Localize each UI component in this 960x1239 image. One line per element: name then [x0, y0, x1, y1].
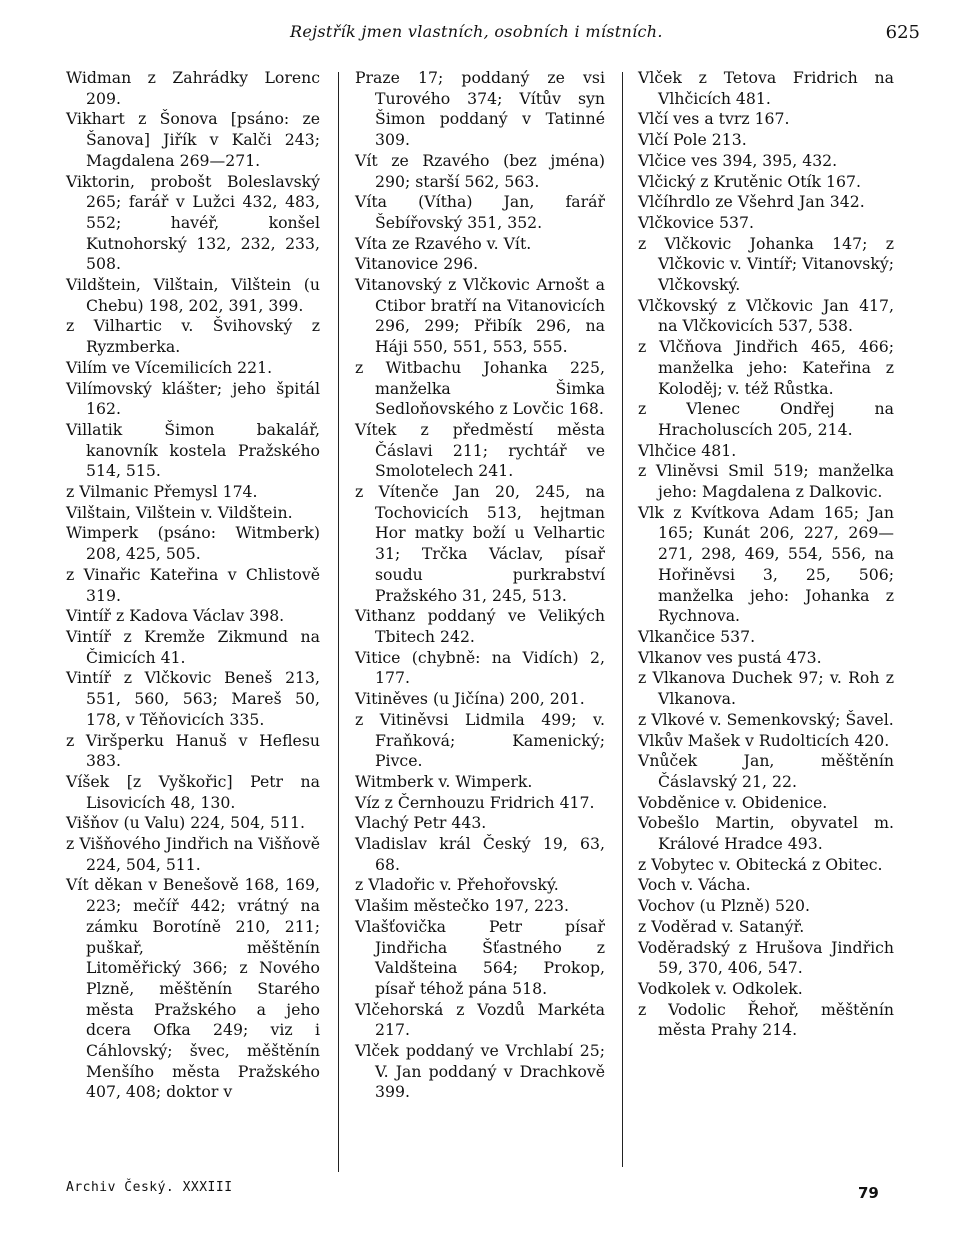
index-entry: Widman z Zahrádky Lorenc 209. [66, 68, 320, 108]
index-entry: Vitice (chybně: na Vidích) 2, 177. [355, 647, 605, 688]
index-entry: Villatik Šimon bakalář, kanovník kostela Pražského 514, 515. [66, 419, 320, 481]
index-entry: Vlkančice 537. [638, 626, 756, 646]
index-entry: z Vlčkovic Johanka 147; z Vlčkovic v. Vintíř; Vitanovský; Vlčkovský. [638, 233, 894, 295]
index-entry: Víta ze Rzavého v. Vít. [355, 233, 532, 253]
column-divider [622, 72, 623, 1167]
index-entry: z Voděrad v. Satanýř. [638, 916, 805, 936]
index-entry: Vilím ve Vícemilicích 221. [66, 357, 273, 377]
index-entry: Višňov (u Valu) 224, 504, 511. [66, 813, 305, 833]
index-entry: Vít ze Rzavého (bez jména) 290; starší 562, 563. [355, 150, 605, 191]
index-entry: z Višňového Jindřich na Višňově 224, 504, 511. [66, 834, 320, 874]
index-entry: z Viršperku Hanuš v Heflesu 383. [66, 730, 320, 771]
index-entry: z Vilmanic Přemysl 174. [66, 482, 258, 502]
index-entry: z Vlenec Ondřej na Hracholuscích 205, 214. [638, 399, 894, 439]
index-entry: z Vodolic Řehoř, měštěnín města Prahy 214. [638, 999, 894, 1040]
index-entry: Vlk z Kvítkova Adam 165; Jan 165; Kunát 206, 227, 269—271, 298, 469, 554, 556, na Hořiněvsi 3, 25, 506; manželka jeho: Johanka z Rychnova. [638, 502, 894, 626]
index-entry: Vlachý Petr 443. [355, 813, 487, 833]
index-entry: Vobděnice v. Obidenice. [638, 792, 828, 812]
page-header [40, 22, 920, 48]
index-entry: Vochov (u Plzně) 520. [638, 896, 810, 916]
index-entry: z Vobytec v. Obitecká z Obitec. [638, 854, 883, 874]
index-entry: Vintíř z Vlčkovic Beneš 213, 551, 560, 563; Mareš 50, 178, v Těňovicích 335. [66, 668, 320, 729]
index-entry: Vitanovice 296. [355, 254, 479, 274]
index-entry: Voch v. Vácha. [638, 875, 751, 895]
index-entry: Vlček poddaný ve Vrchlabí 25; V. Jan poddaný v Drachkově 399. [355, 1041, 605, 1102]
index-entry: Vobešlo Martin, obyvatel m. Králové Hradce 493. [638, 813, 894, 854]
index-entry: Vlčický z Krutěnic Otík 167. [638, 171, 861, 191]
index-entry: Víz z Černhouzu Fridrich 417. [355, 792, 595, 812]
index-entry: Vnůček Jan, měštěnín Čáslavský 21, 22. [638, 751, 894, 791]
index-entry: Vladislav král Český 19, 63, 68. [355, 834, 605, 874]
index-entry: Vintíř z Kadova Václav 398. [66, 606, 285, 626]
index-entry: Vitanovský z Vlčkovic Arnošt a Ctibor bratří na Vitanovicích 296, 299; Přibík 296, na Háji 550, 551, 553, 555. [355, 275, 605, 357]
footer-volume: Archiv Český. XXXIII [66, 1180, 233, 1195]
index-entry: Vlček z Tetova Fridrich na Vlhčicích 481. [638, 68, 894, 108]
index-entry: Praze 17; poddaný ze vsi Turového 374; Vítův syn Šimon poddaný v Tatinné 309. [355, 68, 605, 150]
index-entry: z Vladořic v. Přehořovský. [355, 875, 559, 895]
index-entry: z Vlčňova Jindřich 465, 466; manželka jeho: Kateřina z Koloděj; v. též Růstka. [638, 337, 894, 398]
index-entry: Vlčehorská z Vozdů Markéta 217. [355, 999, 605, 1040]
index-column-1 [66, 68, 320, 1103]
index-entry: Wimperk (psáno: Witmberk) 208, 425, 505. [66, 523, 320, 564]
index-entry: Witmberk v. Wimperk. [355, 771, 533, 791]
signature-mark: 79 [858, 1184, 879, 1202]
index-entry: Vlčí ves a tvrz 167. [638, 109, 790, 129]
index-entry: Vlhčice 481. [638, 440, 737, 460]
index-entry: Víšek [z Vyškořic] Petr na Lisovicích 48, 130. [66, 771, 320, 812]
index-column-2 [355, 68, 605, 1103]
index-entry: Voděradský z Hrušova Jindřich 59, 370, 406, 547. [638, 937, 894, 978]
index-entry: Vlčíhrdlo ze Všehrd Jan 342. [638, 192, 865, 212]
index-entry: Vlčí Pole 213. [638, 130, 747, 150]
index-entry: Vlašim městečko 197, 223. [355, 896, 569, 916]
index-entry: z Witbachu Johanka 225, manželka Šimka Sedloňovského z Lovčic 168. [355, 357, 605, 419]
index-entry: Vithanz poddaný ve Velikých Tbitech 242. [355, 606, 605, 646]
index-entry: z Vlkanova Duchek 97; v. Roh z Vlkanova. [638, 668, 894, 709]
index-entry: z Vinařic Kateřina v Chlistově 319. [66, 564, 320, 605]
index-column-3 [638, 68, 894, 1041]
index-entry: Vikhart z Šonova [psáno: ze Šanova] Jiřík v Kalči 243; Magdalena 269—271. [66, 109, 320, 170]
index-entry: Vildštein, Vilštain, Vilštein (u Chebu) 198, 202, 391, 399. [66, 275, 320, 315]
index-entry: Vilštain, Vilštein v. Vildštein. [66, 502, 293, 522]
index-entry: Vlkanov ves pustá 473. [638, 647, 822, 667]
index-entry: Vitiněves (u Jičína) 200, 201. [355, 689, 585, 709]
column-divider [338, 72, 339, 1172]
running-title: Rejstřík jmen vlastních, osobních i místních. [290, 22, 663, 41]
index-entry: Vilímovský klášter; jeho špitál 162. [66, 378, 320, 419]
index-entry: Vlčice ves 394, 395, 432. [638, 150, 838, 170]
index-entry: z Vilhartic v. Švihovský z Ryzmberka. [66, 316, 320, 357]
index-entry: z Vitiněvsi Lidmila 499; v. Fraňková; Kamenický; Pivce. [355, 709, 605, 771]
index-entry: Vlašťovička Petr písař Jindřicha Šťastného z Valdšteina 564; Prokop, písař téhož pána 518. [355, 916, 605, 998]
index-entry: Vodkolek v. Odkolek. [638, 978, 803, 998]
index-entry: Víta (Vítha) Jan, farář Šebířovský 351, 352. [355, 192, 605, 232]
index-entry: z Vítenče Jan 20, 245, na Tochovicích 513, hejtman Hor matky boží u Velhartic 31; Trčka Václav, písař soudu purkrabství Pražského 31, 245, 513. [355, 482, 605, 605]
index-entry: Vintíř z Kremže Zikmund na Čimicích 41. [66, 626, 320, 667]
index-entry: Viktorin, probošt Boleslavský 265; farář v Lužci 432, 483, 552; havéř, konšel Kutnohorský 132, 232, 233, 508. [66, 171, 320, 274]
index-entry: Vít děkan v Benešově 168, 169, 223; mečíř 442; vrátný na zámku Borotíně 210, 211; puškař, měštěnín Litoměřický 366; z Nového Plzně, měštěnín Starého města Pražského a jeho dcera Ofka 249; viz i Cáhlovský; švec, měštěnín Menšího města Pražského 407, 408; doktor v [66, 875, 320, 1102]
index-entry: z Vlkové v. Semenkovský; Šavel. [638, 709, 894, 729]
page-number: 625 [885, 22, 920, 43]
index-entry: Vítek z předměstí města Čáslavi 211; rychtář ve Smolotelech 241. [355, 419, 605, 481]
index-entry: z Vliněvsi Smil 519; manželka jeho: Magdalena z Dalkovic. [638, 461, 894, 502]
index-entry: Vlčkovský z Vlčkovic Jan 417, na Vlčkovicích 537, 538. [638, 295, 894, 336]
index-entry: Vlkův Mašek v Rudolticích 420. [638, 730, 890, 750]
index-entry: Vlčkovice 537. [638, 212, 754, 232]
